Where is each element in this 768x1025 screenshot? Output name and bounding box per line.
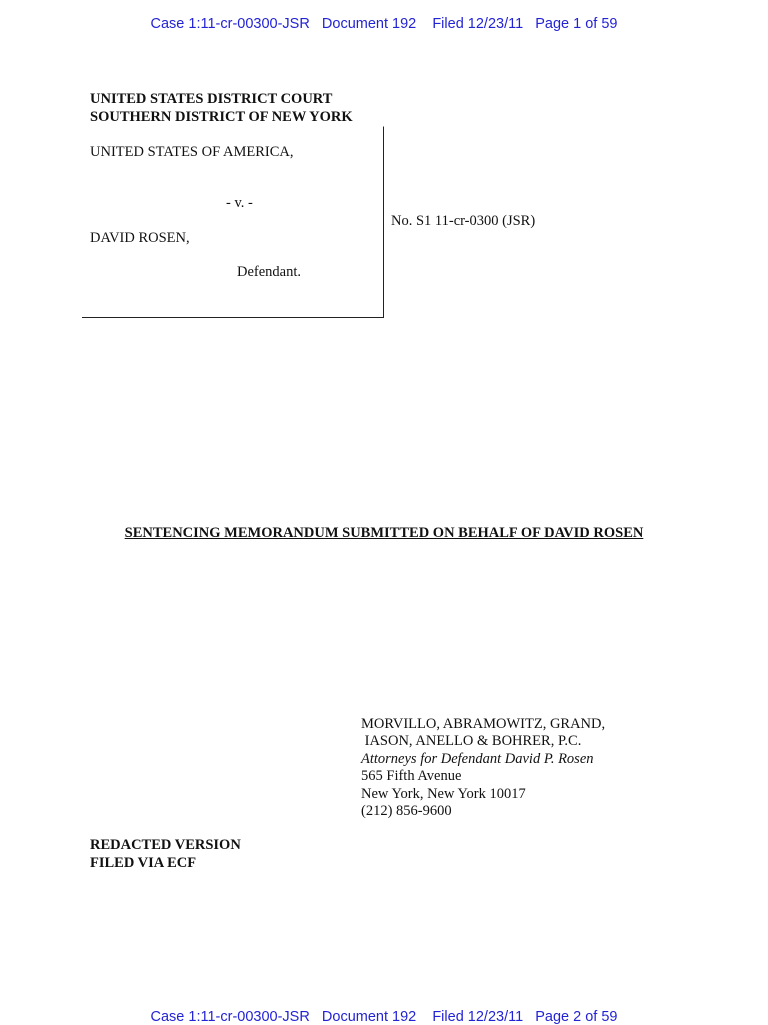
defendant-name: DAVID ROSEN, (90, 230, 190, 246)
redaction-notice (90, 836, 241, 872)
firm-phone: (212) 856-9600 (361, 803, 452, 820)
attorneys-for: Attorneys for Defendant David P. Rosen (361, 750, 594, 767)
firm-address-line-1: 565 Fifth Avenue (361, 768, 462, 785)
case-number: No. S1 11-cr-0300 (JSR) (391, 213, 536, 229)
document-title: SENTENCING MEMORANDUM SUBMITTED ON BEHALF OF DAVID ROSEN (124, 525, 644, 541)
plaintiff-name: UNITED STATES OF AMERICA, (90, 144, 294, 160)
firm-name-line-2: IASON, ANELLO & BOHRER, P.C. (361, 733, 582, 750)
redaction-notice-line-1: REDACTED VERSION (90, 837, 241, 853)
law-firm-block (361, 716, 605, 820)
versus-label: - v. - (226, 195, 253, 211)
firm-address-line-2: New York, New York 10017 (361, 785, 526, 802)
firm-name-line-1: MORVILLO, ABRAMOWITZ, GRAND, (361, 716, 606, 732)
defendant-role: Defendant. (237, 264, 302, 280)
court-name-line-2: SOUTHERN DISTRICT OF NEW YORK (90, 109, 353, 125)
ecf-filing-header-next-page: Case 1:11-cr-00300-JSR Document 192 Filed 12/23/11 Page 2 of 59 (150, 1009, 618, 1025)
court-name-line-1: UNITED STATES DISTRICT COURT (90, 91, 333, 107)
redaction-notice-line-2: FILED VIA ECF (90, 855, 197, 871)
court-name (90, 90, 353, 126)
ecf-filing-header: Case 1:11-cr-00300-JSR Document 192 Filed 12/23/11 Page 1 of 59 (150, 16, 618, 32)
